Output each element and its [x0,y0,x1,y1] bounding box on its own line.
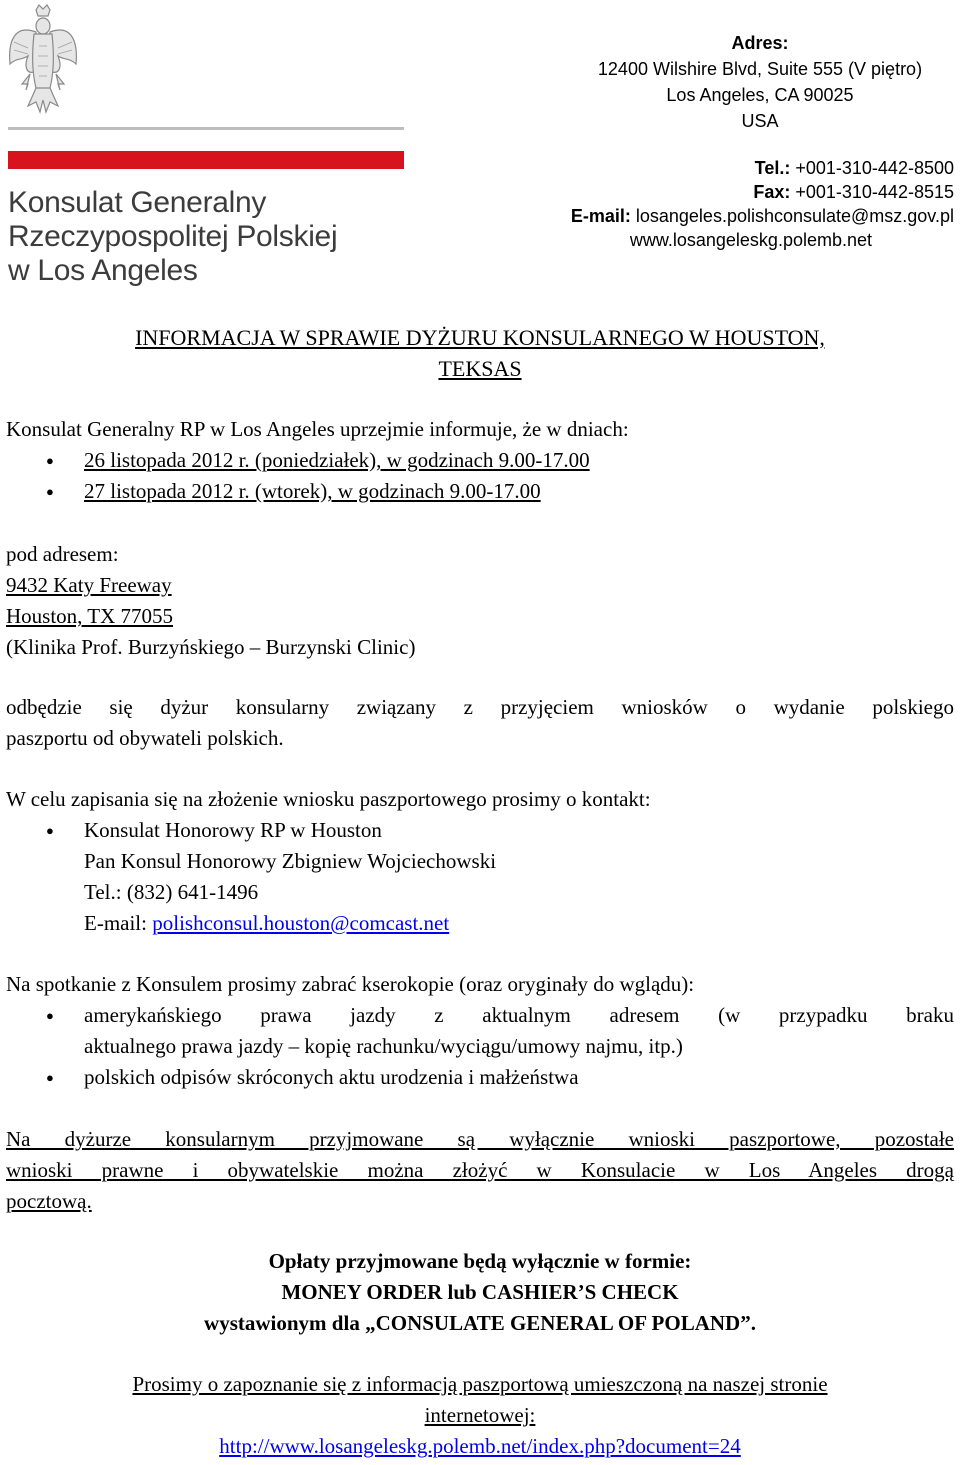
intro-text: Konsulat Generalny RP w Los Angeles uprzejmie informuje, że w dniach: [6,417,629,441]
contact-block [540,156,960,252]
doc-item-line: aktualnego prawa jazdy – kopię rachunku/wyciągu/umowy najmu, itp.) [84,1034,683,1058]
address-label: Adres: [731,33,789,53]
contact-list [0,815,960,939]
payment-block [0,1246,960,1339]
email-row [540,204,954,228]
notice-paragraph [6,1124,954,1217]
contact-email-link[interactable]: polishconsul.houston@comcast.net [152,911,450,935]
title-line: TEKSAS [438,356,522,381]
location-street: 9432 Katy Freeway [6,573,172,597]
contact-item [0,815,960,939]
contact-tel: Tel.: (832) 641-1496 [84,880,259,904]
notice-line: pocztową. [6,1189,92,1213]
fax-row [540,180,954,204]
website-link[interactable]: www.losangeleskg.polemb.net [629,230,872,250]
date-item: ● 27 listopada 2012 r. (wtorek), w godzinach 9.00-17.00 [0,476,960,507]
header-red-bar [8,151,404,169]
logo-line: Konsulat Generalny [8,186,267,219]
notice-line: Na dyżurze konsularnym przyjmowane są wyłącznie wnioski paszportowe, pozostałe [6,1127,954,1151]
contact-intro: W celu zapisania się na złożenie wniosku paszportowego prosimy o kontakt: [6,787,651,811]
date-item: ● 26 listopada 2012 r. (poniedziałek), w godzinach 9.00-17.00 [0,445,960,476]
header-gray-rule [8,127,404,130]
fax-value: +001-310-442-8515 [795,182,954,202]
fax-label: Fax: [753,182,791,202]
contact-office: ● Konsulat Honorowy RP w Houston [84,818,382,842]
tel-row [540,156,954,180]
contact-person: Pan Konsul Honorowy Zbigniew Wojciechowski [84,849,497,873]
location-block [6,539,415,663]
page-title [0,322,960,384]
notice-line: wnioski prawne i obywatelskie można złożyć w Konsulacie w Los Angeles drogą [6,1158,954,1182]
tel-value: +001-310-442-8500 [795,158,954,178]
consulate-logo-text [8,186,337,288]
address-line: USA [741,111,779,131]
payment-line: Opłaty przyjmowane będą wyłącznie w formie: [268,1249,692,1273]
title-line: INFORMACJA W SPRAWIE DYŻURU KONSULARNEGO W HOUSTON, [135,325,825,350]
email-label: E-mail: [570,206,631,226]
address-block [560,30,960,134]
dates-list [0,445,960,507]
location-label: pod adresem: [6,542,119,566]
footer-link[interactable]: http://www.losangeleskg.polemb.net/index.php?document=24 [219,1434,741,1458]
doc-item [0,1000,960,1062]
location-city: Houston, TX 77055 [6,604,174,628]
doc-item: ● polskich odpisów skróconych aktu urodzenia i małżeństwa [0,1062,960,1093]
docs-list [0,1000,960,1093]
tel-label: Tel.: [754,158,791,178]
payment-line: wystawionym dla „CONSULATE GENERAL OF POLAND”. [204,1311,756,1335]
logo-line: w Los Angeles [8,254,198,287]
docs-intro: Na spotkanie z Konsulem prosimy zabrać kserokopie (oraz oryginały do wglądu): [6,972,695,996]
email-value[interactable]: losangeles.polishconsulate@msz.gov.pl [635,206,954,226]
address-line: Los Angeles, CA 90025 [666,85,854,105]
address-line: 12400 Wilshire Blvd, Suite 555 (V piętro) [597,59,923,79]
contact-email-row [84,908,960,939]
doc-item-line: ● amerykańskiego prawa jazdy z aktualnym adresem (w przypadku braku [84,1003,954,1027]
footer-line: Prosimy o zapoznanie się z informacją paszportową umieszczoną na naszej stronie [132,1372,828,1396]
location-clinic: (Klinika Prof. Burzyńskiego – Burzynski Clinic) [6,635,416,659]
contact-email-label: E-mail: [84,911,153,935]
payment-line: MONEY ORDER lub CASHIER’S CHECK [281,1280,679,1304]
duty-line: paszportu od obywateli polskich. [6,726,284,750]
footer-block [0,1369,960,1462]
duty-paragraph [6,692,954,754]
polish-eagle-emblem-icon [6,2,80,118]
footer-line: internetowej: [424,1403,536,1427]
duty-line: odbędzie się dyżur konsularny związany z przyjęciem wniosków o wydanie polskiego [6,695,954,719]
logo-line: Rzeczypospolitej Polskiej [8,220,338,253]
